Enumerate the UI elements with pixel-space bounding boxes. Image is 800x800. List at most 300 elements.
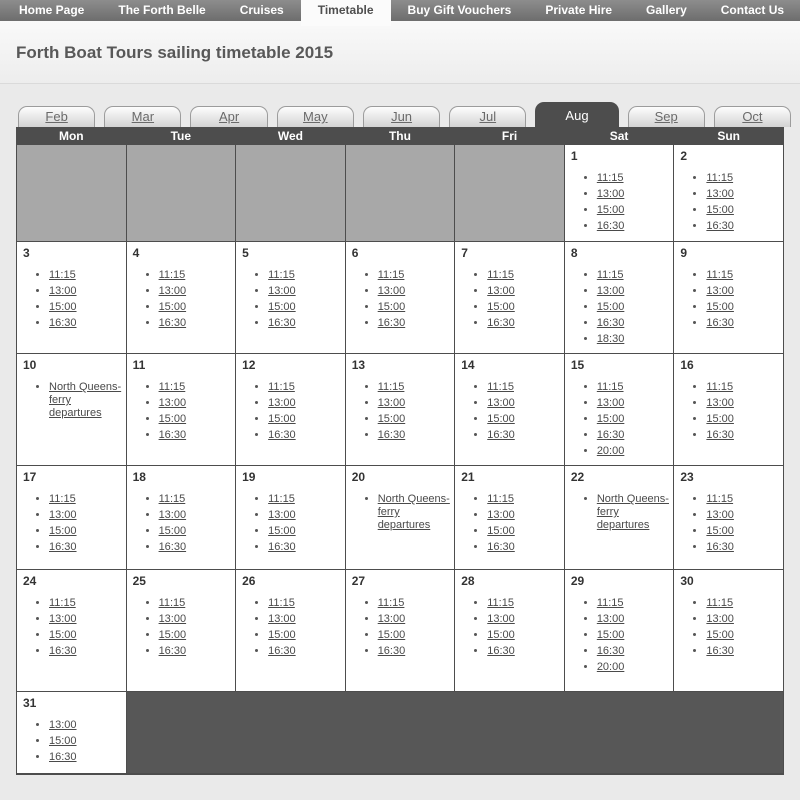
day-cell-7 [455, 242, 565, 354]
departure-time-link[interactable]: 13:00 [377, 613, 406, 625]
month-tab-sep[interactable] [628, 106, 705, 127]
nav-item-timetable[interactable]: Timetable [301, 0, 391, 26]
departure-list-item [487, 629, 562, 642]
departure-time-link[interactable]: 13:00 [49, 719, 77, 731]
departure-time-link[interactable]: 15:00 [487, 629, 515, 641]
departure-list-item [597, 597, 672, 610]
departure-list [674, 269, 783, 330]
departure-list-item [378, 397, 453, 410]
departure-time-link[interactable]: 11:15 [268, 493, 295, 505]
departure-time-link[interactable]: 15:00 [49, 301, 77, 313]
day-cell-13 [345, 354, 455, 466]
departure-time-link[interactable]: 16:30 [596, 317, 625, 329]
day-cell-24 [17, 570, 127, 692]
departure-list-item [49, 493, 124, 506]
departure-list-item [487, 525, 562, 538]
departure-list [236, 269, 345, 330]
departure-list-item [487, 381, 562, 394]
month-tab-aug[interactable] [535, 102, 618, 127]
page-title: Forth Boat Tours sailing timetable 2015 [16, 43, 334, 62]
departure-time-link[interactable]: 15:00 [268, 629, 296, 641]
departure-list-item [49, 301, 124, 314]
departure-time-link[interactable]: 16:30 [596, 220, 625, 232]
day-header-row [17, 128, 784, 145]
top-nav [0, 0, 800, 21]
departure-list-item [706, 301, 781, 314]
departure-list [455, 597, 564, 658]
day-cell-8 [564, 242, 674, 354]
departure-list [565, 597, 674, 674]
departure-time-link[interactable]: 11:15 [377, 269, 405, 281]
departure-list-item [49, 629, 124, 642]
departure-time-link[interactable]: 16:30 [706, 645, 734, 657]
departure-time-link[interactable]: 11:15 [706, 597, 734, 609]
departure-list-item [268, 317, 343, 330]
departure-time-link[interactable]: 16:30 [49, 645, 77, 657]
nav-item-private-hire[interactable]: Private Hire [545, 3, 613, 17]
departure-time-link[interactable]: 16:30 [268, 317, 296, 329]
departure-time-link[interactable]: 11:15 [596, 269, 624, 281]
calendar-week-row [17, 242, 784, 354]
departure-list-item [597, 661, 672, 674]
departure-list [674, 381, 783, 442]
calendar-week-row [17, 145, 784, 242]
departure-time-link[interactable]: 15:00 [706, 301, 734, 313]
day-cell-16 [674, 354, 784, 466]
page-head [0, 21, 800, 84]
departure-time-link[interactable]: 15:00 [268, 301, 296, 313]
departure-time-link[interactable]: 15:00 [49, 629, 77, 641]
departure-list-item [268, 269, 343, 282]
departure-time-link[interactable]: 16:30 [706, 541, 734, 553]
departure-list-item [49, 735, 124, 748]
departure-list-item [597, 285, 672, 298]
departure-list [127, 269, 236, 330]
month-tab-feb[interactable] [18, 106, 95, 127]
departure-time-link[interactable]: 13:00 [487, 285, 515, 297]
departure-time-link[interactable]: 16:30 [706, 220, 734, 232]
calendar-week-row [17, 570, 784, 692]
day-header-sat: Sat [564, 128, 674, 145]
departure-list [236, 493, 345, 554]
day-number: 28 [461, 574, 475, 588]
day-header-mon: Mon [17, 128, 127, 145]
day-number: 22 [570, 470, 585, 484]
departure-time-link[interactable]: 13:00 [596, 188, 625, 200]
departure-time-link[interactable]: 15:00 [268, 413, 296, 425]
departure-time-link[interactable]: 13:00 [268, 285, 296, 297]
empty-day-cell [236, 145, 346, 242]
departure-time-link[interactable]: 11:15 [706, 381, 734, 393]
departure-list-item [378, 285, 453, 298]
departure-time-link[interactable]: 13:00 [487, 397, 515, 409]
departure-time-link[interactable]: 11:15 [158, 493, 186, 505]
departure-time-link[interactable]: 15:00 [158, 301, 187, 313]
departure-list-item [159, 597, 234, 610]
departure-list-item [706, 597, 781, 610]
departure-list [674, 493, 783, 554]
departure-time-link[interactable]: 15:00 [158, 525, 187, 537]
departure-time-link[interactable]: 11:15 [49, 597, 76, 609]
departure-list-item [487, 317, 562, 330]
nav-item-contact-us[interactable]: Contact Us [720, 3, 785, 17]
departure-time-link[interactable]: 16:30 [706, 317, 734, 329]
day-number: 19 [242, 470, 256, 484]
departure-time-link[interactable]: 16:30 [158, 541, 187, 553]
departure-time-link[interactable]: 13:00 [158, 613, 187, 625]
departure-list-item [597, 269, 672, 282]
departure-time-link[interactable]: 13:00 [706, 188, 734, 200]
month-tab-may[interactable] [277, 106, 354, 127]
departure-list-item [487, 429, 562, 442]
month-tab-link-jun[interactable]: Jun [391, 109, 413, 124]
departure-time-link[interactable]: 16:30 [487, 645, 515, 657]
departure-time-link[interactable]: 13:00 [596, 613, 625, 625]
departure-list-item [268, 413, 343, 426]
departure-list-item [706, 285, 781, 298]
departure-time-link[interactable]: 15:00 [487, 413, 515, 425]
departure-time-link[interactable]: 15:00 [158, 413, 187, 425]
departure-time-link[interactable]: 15:00 [596, 301, 625, 313]
departure-list-item [597, 204, 672, 217]
departure-list-item [597, 445, 672, 458]
departure-list [17, 381, 126, 420]
departure-time-link[interactable]: 15:00 [49, 525, 77, 537]
month-tab-apr[interactable] [190, 106, 267, 127]
departure-time-link[interactable]: 11:15 [49, 269, 76, 281]
day-cell-18 [126, 466, 236, 570]
departure-time-link[interactable]: 11:15 [596, 381, 624, 393]
departure-time-link[interactable]: 11:15 [706, 269, 734, 281]
departure-time-link[interactable]: 13:00 [158, 397, 187, 409]
day-number: 30 [680, 574, 694, 588]
departure-list-item [378, 301, 453, 314]
departure-time-link[interactable]: 13:00 [268, 509, 296, 521]
month-tab-jul[interactable] [449, 106, 526, 127]
departure-time-link[interactable]: 11:15 [268, 381, 295, 393]
departure-list-item [268, 525, 343, 538]
departure-list [346, 597, 455, 658]
month-tab-link-sep[interactable]: Sep [654, 109, 678, 124]
nav-item-home-page[interactable]: Home Page [19, 3, 85, 17]
departure-list-item [268, 629, 343, 642]
departure-time-link[interactable]: 11:15 [596, 172, 624, 184]
nav-item-buy-gift-vouchers[interactable]: Buy Gift Vouchers [407, 3, 512, 17]
day-cell-11 [126, 354, 236, 466]
departure-time-link[interactable]: 11:15 [158, 597, 186, 609]
day-cell-15 [564, 354, 674, 466]
day-cell-17 [17, 466, 127, 570]
day-number: 13 [351, 358, 366, 372]
north-queensferry-link[interactable]: North Queens-ferry departures [377, 493, 450, 531]
departure-list [17, 493, 126, 554]
departure-time-link[interactable]: 15:00 [487, 525, 515, 537]
calendar-wrap [0, 127, 800, 775]
day-cell-27 [345, 570, 455, 692]
departure-list [674, 597, 783, 658]
day-number: 11 [132, 358, 146, 372]
departure-time-link[interactable]: 13:00 [706, 613, 734, 625]
day-number: 20 [351, 470, 366, 484]
departure-list [17, 719, 126, 764]
departure-time-link[interactable]: 13:00 [268, 613, 296, 625]
day-header-sun: Sun [674, 128, 784, 145]
departure-time-link[interactable]: 13:00 [377, 285, 406, 297]
departure-list [17, 597, 126, 658]
departure-time-link[interactable]: 11:15 [487, 269, 514, 281]
month-tab-link-feb[interactable]: Feb [45, 109, 68, 124]
calendar-week-row [17, 354, 784, 466]
day-header-tue: Tue [126, 128, 236, 145]
day-cell-23 [674, 466, 784, 570]
departure-time-link[interactable]: 16:30 [268, 645, 296, 657]
calendar-week-row [17, 466, 784, 570]
departure-list-item [597, 317, 672, 330]
day-number: 26 [242, 574, 256, 588]
month-tab-mar[interactable] [104, 106, 181, 127]
departure-time-link[interactable]: 11:15 [706, 172, 734, 184]
departure-list-item [706, 645, 781, 658]
departure-time-link[interactable]: 15:00 [487, 301, 515, 313]
departure-list-item [706, 317, 781, 330]
day-cell-25 [126, 570, 236, 692]
departure-list-item [706, 493, 781, 506]
departure-time-link[interactable]: 13:00 [49, 613, 77, 625]
month-tab-link-mar[interactable]: Mar [131, 109, 155, 124]
departure-list [565, 493, 674, 532]
day-cell-20 [345, 466, 455, 570]
departure-time-link[interactable]: 13:00 [706, 509, 734, 521]
day-cell-6 [345, 242, 455, 354]
departure-time-link[interactable]: 11:15 [487, 493, 514, 505]
departure-time-link[interactable]: 13:00 [596, 397, 625, 409]
departure-time-link[interactable]: 15:00 [377, 629, 406, 641]
day-number: 7 [461, 246, 468, 260]
departure-list [346, 381, 455, 442]
departure-time-link[interactable]: 11:15 [487, 597, 514, 609]
day-cell-21 [455, 466, 565, 570]
departure-time-link[interactable]: 20:00 [596, 661, 625, 673]
departure-list-item [268, 509, 343, 522]
day-cell-19 [236, 466, 346, 570]
departure-list [565, 269, 674, 346]
departure-time-link[interactable]: 13:00 [158, 509, 187, 521]
departure-time-link[interactable]: 15:00 [706, 525, 734, 537]
departure-time-link[interactable]: 11:15 [49, 493, 76, 505]
day-number: 14 [461, 358, 475, 372]
departure-list-item [487, 397, 562, 410]
month-tab-link-oct[interactable]: Oct [742, 109, 763, 124]
departure-time-link[interactable]: 16:30 [487, 429, 515, 441]
departure-list-item [378, 613, 453, 626]
day-number: 16 [680, 358, 694, 372]
departure-time-link[interactable]: 15:00 [706, 204, 734, 216]
day-number: 17 [23, 470, 37, 484]
departure-list-item [49, 509, 124, 522]
day-cell-5 [236, 242, 346, 354]
day-header-wed: Wed [236, 128, 346, 145]
departure-time-link[interactable]: 16:30 [377, 429, 406, 441]
departure-time-link[interactable]: 11:15 [706, 493, 734, 505]
departure-list-item [378, 317, 453, 330]
departure-list-item [49, 285, 124, 298]
departure-list-item [49, 597, 124, 610]
day-cell-9 [674, 242, 784, 354]
departure-list [455, 493, 564, 554]
departure-time-link[interactable]: 16:30 [268, 429, 296, 441]
month-tab-jun[interactable] [363, 106, 440, 127]
departure-list-item [706, 397, 781, 410]
departure-time-link[interactable]: 15:00 [158, 629, 187, 641]
departure-time-link[interactable]: 15:00 [596, 204, 625, 216]
departure-list-item [159, 317, 234, 330]
departure-time-link[interactable]: 15:00 [706, 413, 734, 425]
departure-list-item [268, 493, 343, 506]
day-cell-12 [236, 354, 346, 466]
departure-time-link[interactable]: 13:00 [49, 509, 77, 521]
departure-time-link[interactable]: 13:00 [706, 285, 734, 297]
departure-time-link[interactable]: 13:00 [596, 285, 625, 297]
empty-day-cell [345, 145, 455, 242]
departure-list [455, 269, 564, 330]
month-tab-link-may[interactable]: May [303, 109, 328, 124]
departure-time-link[interactable]: 16:30 [487, 317, 515, 329]
departure-time-link[interactable]: 16:30 [487, 541, 515, 553]
empty-day-cell [17, 145, 127, 242]
departure-list-item [49, 541, 124, 554]
departure-list-item [597, 493, 672, 532]
month-tab-link-jul[interactable]: Jul [479, 109, 497, 124]
departure-time-link[interactable]: 16:30 [158, 317, 187, 329]
departure-list-item [597, 397, 672, 410]
departure-time-link[interactable]: 13:00 [49, 285, 77, 297]
departure-time-link[interactable]: 16:30 [706, 429, 734, 441]
departure-time-link[interactable]: 15:00 [377, 413, 406, 425]
day-number: 8 [570, 246, 578, 260]
departure-time-link[interactable]: 18:30 [596, 333, 625, 345]
departure-time-link[interactable]: 13:00 [487, 613, 515, 625]
month-tab-link-apr[interactable]: Apr [218, 109, 240, 124]
departure-list-item [487, 613, 562, 626]
departure-list-item [706, 413, 781, 426]
departure-list-item [706, 269, 781, 282]
departure-time-link[interactable]: 15:00 [706, 629, 734, 641]
departure-list-item [597, 172, 672, 185]
departure-time-link[interactable]: 15:00 [49, 735, 77, 747]
day-cell-31 [17, 692, 127, 774]
day-cell-22 [564, 466, 674, 570]
departure-list-item [378, 597, 453, 610]
departure-time-link[interactable]: 16:30 [49, 541, 77, 553]
day-cell-29 [564, 570, 674, 692]
departure-list-item [159, 381, 234, 394]
departure-time-link[interactable]: 15:00 [268, 525, 296, 537]
departure-time-link[interactable]: 11:15 [377, 381, 405, 393]
nav-item-gallery[interactable]: Gallery [646, 3, 687, 17]
departure-list [674, 172, 783, 233]
departure-list [127, 597, 236, 658]
departure-time-link[interactable]: 15:00 [596, 629, 625, 641]
departure-time-link[interactable]: 16:30 [596, 645, 625, 657]
departure-time-link[interactable]: 16:30 [49, 317, 77, 329]
departure-list-item [268, 301, 343, 314]
departure-list-item [487, 493, 562, 506]
departure-time-link[interactable]: 13:00 [377, 397, 406, 409]
departure-time-link[interactable]: 16:30 [377, 317, 406, 329]
departure-list-item [159, 645, 234, 658]
day-cell-3 [17, 242, 127, 354]
departure-time-link[interactable]: 11:15 [268, 269, 295, 281]
departure-time-link[interactable]: 13:00 [487, 509, 515, 521]
departure-list-item [706, 613, 781, 626]
departure-list-item [706, 220, 781, 233]
departure-time-link[interactable]: 11:15 [158, 381, 186, 393]
departure-list [17, 269, 126, 330]
departure-time-link[interactable]: 13:00 [268, 397, 296, 409]
departure-time-link[interactable]: 11:15 [377, 597, 405, 609]
departure-list-item [706, 204, 781, 217]
departure-list-item [268, 597, 343, 610]
departure-time-link[interactable]: 11:15 [268, 597, 295, 609]
departure-list-item [487, 541, 562, 554]
day-number: 29 [570, 574, 585, 588]
day-number: 3 [23, 246, 30, 260]
north-queensferry-link[interactable]: North Queens-ferry departures [49, 381, 122, 419]
departure-list-item [268, 645, 343, 658]
departure-time-link[interactable]: 13:00 [706, 397, 734, 409]
departure-list-item [597, 220, 672, 233]
departure-list [346, 269, 455, 330]
departure-list-item [706, 172, 781, 185]
nav-item-the-forth-belle[interactable]: The Forth Belle [118, 3, 206, 17]
departure-list-item [706, 381, 781, 394]
departure-time-link[interactable]: 16:30 [596, 429, 625, 441]
departure-list-item [378, 413, 453, 426]
day-number: 31 [23, 696, 37, 710]
departure-list-item [268, 613, 343, 626]
departure-list-item [159, 541, 234, 554]
day-number: 23 [680, 470, 694, 484]
departure-time-link[interactable]: 20:00 [596, 445, 625, 457]
departure-time-link[interactable]: 11:15 [487, 381, 514, 393]
departure-list-item [597, 629, 672, 642]
month-tab-link-aug[interactable]: Aug [565, 108, 589, 123]
month-tab-oct[interactable] [714, 106, 791, 127]
departure-list [565, 381, 674, 458]
departure-time-link[interactable]: 16:30 [268, 541, 296, 553]
day-number: 25 [132, 574, 146, 588]
departure-time-link[interactable]: 16:30 [49, 751, 77, 763]
north-queensferry-link[interactable]: North Queens-ferry departures [596, 493, 669, 531]
departure-time-link[interactable]: 13:00 [158, 285, 187, 297]
empty-day-cell [126, 145, 236, 242]
departure-time-link[interactable]: 11:15 [158, 269, 186, 281]
departure-time-link[interactable]: 16:30 [158, 645, 187, 657]
departure-list-item [49, 719, 124, 732]
departure-time-link[interactable]: 15:00 [596, 413, 625, 425]
departure-time-link[interactable]: 11:15 [596, 597, 624, 609]
departure-list-item [49, 269, 124, 282]
departure-list-item [597, 381, 672, 394]
departure-time-link[interactable]: 16:30 [158, 429, 187, 441]
departure-time-link[interactable]: 16:30 [377, 645, 406, 657]
departure-list-item [378, 493, 453, 532]
departure-list-item [159, 525, 234, 538]
day-cell-2 [674, 145, 784, 242]
departure-time-link[interactable]: 15:00 [377, 301, 406, 313]
departure-list-item [487, 597, 562, 610]
nav-item-cruises[interactable]: Cruises [239, 3, 284, 17]
